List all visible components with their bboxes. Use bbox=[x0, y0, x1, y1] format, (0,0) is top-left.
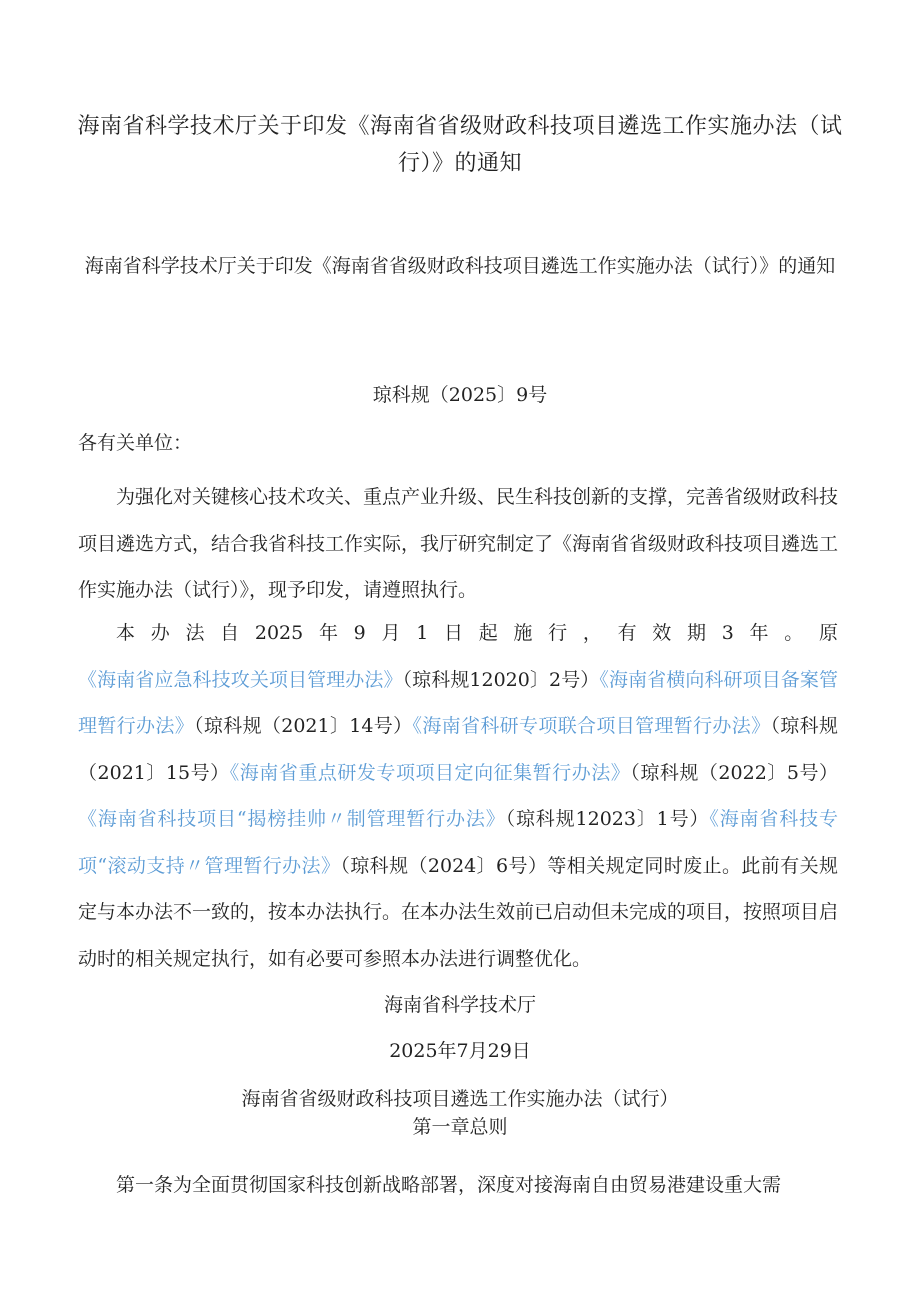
regulation-link-jiebang[interactable]: 《海南省科技项目“揭榜挂帅〃制管理暂行办法》 bbox=[78, 808, 506, 830]
regulation-link-joint[interactable]: 《海南省科研专项联合项目管理暂行办法》 bbox=[412, 715, 771, 737]
sub-title: 海南省科学技术厅关于印发《海南省省级财政科技项目遴选工作实施办法（试行）》的通知 bbox=[84, 255, 836, 277]
paragraph-purpose: 为强化对关键核心技术攻关、重点产业升级、民生科技创新的支撑，完善省级财政科技项目遴选方式，结合我省科技工作实际，我厅研究制定了《海南省省级财政科技项目遴选工作实施办法（试行）》，现予印发，请遵照执行。 bbox=[78, 486, 839, 601]
paragraph-effective-date bbox=[78, 610, 838, 982]
measures-title: 海南省省级财政科技项目遴选工作实施办法（试行） bbox=[241, 1088, 679, 1110]
paragraph-text: （琼科规（2022〕5号） bbox=[630, 761, 838, 784]
regulation-link-rolling[interactable]: 《海南省科技专项“滚动支持〃管理暂行办法》 bbox=[78, 808, 838, 877]
paragraph-text: （琼科规（2021〕14号） bbox=[194, 715, 413, 737]
issue-date: 2025年7月29日 bbox=[389, 1040, 531, 1062]
document-number: 琼科规（2025〕9号 bbox=[372, 384, 548, 406]
paragraph-article-one: 第一条为全面贯彻国家科技创新战略部署，深度对接海南自由贸易港建设重大需 bbox=[116, 1174, 782, 1196]
chapter-title: 第一章总则 bbox=[412, 1116, 508, 1138]
regulation-link-directed[interactable]: 《海南省重点研发专项项目定向征集暂行办法》 bbox=[229, 761, 631, 784]
salutation: 各有关单位： bbox=[78, 432, 193, 454]
paragraph-text: 本办法自2025年9月1日起施行，有效期3年。原 bbox=[116, 622, 838, 644]
main-title: 海南省科学技术厅关于印发《海南省省级财政科技项目遴选工作实施办法（试行）》的通知 bbox=[77, 114, 843, 176]
regulation-link-emergency[interactable]: 《海南省应急科技攻关项目管理办法》 bbox=[78, 668, 403, 691]
paragraph-text: （琼科规（2021〕15号） bbox=[78, 715, 838, 784]
regulation-link-horizontal[interactable]: 《海南省横向科研项目备案管理暂行办法》 bbox=[78, 668, 838, 737]
issuer-name: 海南省科学技术厅 bbox=[383, 994, 536, 1016]
paragraph-text: （琼科规（2024〕6号）等相关规定同时废止。此前有关规定与本办法不一致的，按本办法执行。在本办法生效前已启动但未完成的项目，按照项目启动时的相关规定执行，如有必要可参照本办法进行调整优化。 bbox=[78, 854, 839, 970]
paragraph-text: （琼科规12020〕2号） bbox=[402, 668, 600, 691]
paragraph-text: （琼科规12023〕1号） bbox=[505, 808, 710, 830]
